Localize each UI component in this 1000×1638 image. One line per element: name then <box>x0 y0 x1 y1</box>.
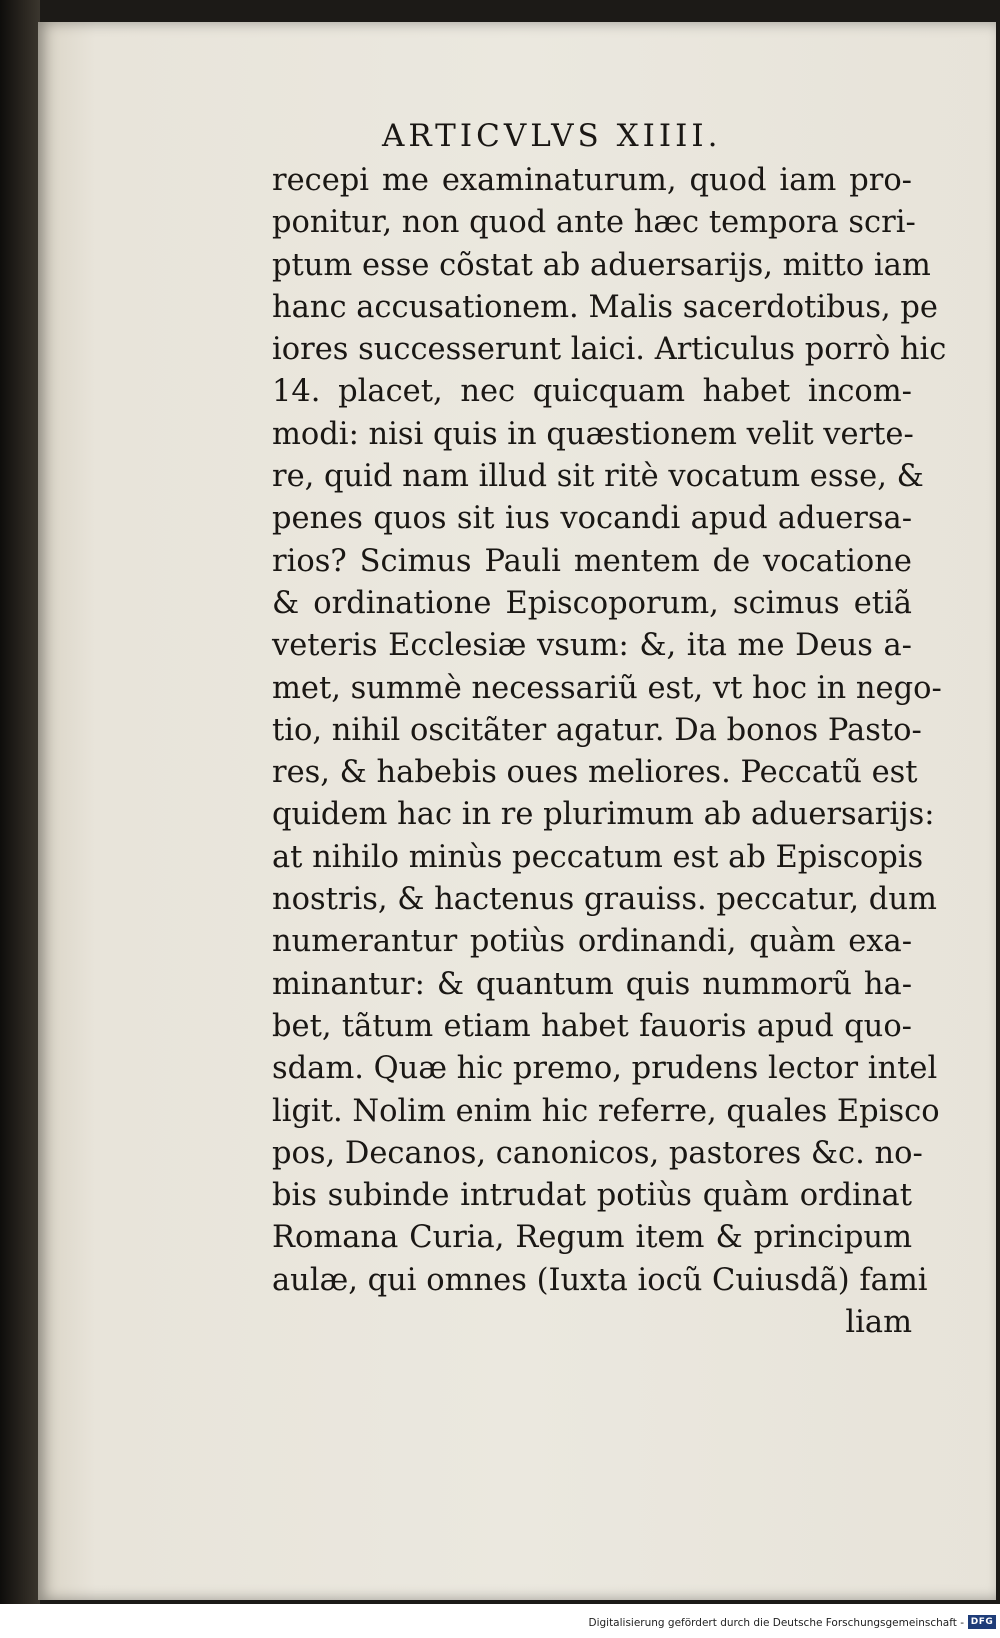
text-line: & ordinatione Episcoporum, scimus etiã <box>272 585 912 621</box>
text-line: modi: nisi quis in quæstionem velit verte- <box>272 416 914 452</box>
dfg-logo-icon: DFG <box>968 1615 996 1629</box>
text-line: nostris, & hactenus grauiss. peccatur, dum <box>272 882 937 918</box>
text-line: hanc accusationem. Malis sacerdotibus, pe <box>272 289 938 325</box>
funding-credit: Digitalisierung gefördert durch die Deutsche Forschungsgemeinschaft - <box>588 1617 964 1629</box>
text-line: 14. placet, nec quicquam habet incom- <box>272 374 912 410</box>
book-spine-shadow <box>0 0 40 1604</box>
text-line: quidem hac in re plurimum ab aduersarijs: <box>272 797 935 833</box>
text-line: numerantur potiùs ordinandi, quàm exa- <box>272 924 912 960</box>
text-line: ponitur, non quod ante hæc tempora scri- <box>272 205 916 241</box>
text-line: rios? Scimus Pauli mentem de vocatione <box>272 543 912 579</box>
text-line: aulæ, qui omnes (Iuxta iocũ Cuiusdã) fami <box>272 1262 928 1298</box>
text-line: bet, tãtum etiam habet fauoris apud quo- <box>272 1008 912 1044</box>
catchword: liam <box>845 1305 912 1341</box>
text-line: re, quid nam illud sit ritè vocatum esse, & <box>272 459 924 495</box>
text-line: res, & habebis oues meliores. Peccatũ est <box>272 755 918 791</box>
text-line: veteris Ecclesiæ vsum: &, ita me Deus a- <box>272 628 912 664</box>
running-header: ARTICVLVS XIIII. <box>382 118 722 154</box>
text-line: Romana Curia, Regum item & principum <box>272 1220 912 1256</box>
text-line: at nihilo minùs peccatum est ab Episcopis <box>272 839 924 875</box>
text-line: tio, nihil oscitãter agatur. Da bonos Pasto- <box>272 712 922 748</box>
text-line: met, summè necessariũ est, vt hoc in nego- <box>272 670 942 706</box>
text-line: recepi me examinaturum, quod iam pro- <box>272 163 912 198</box>
text-line: sdam. Quæ hic premo, prudens lector intel <box>272 1051 938 1087</box>
text-line: ptum esse cõstat ab aduersarijs, mitto iam <box>272 247 931 283</box>
text-line: ligit. Nolim enim hic referre, quales Episco <box>272 1093 940 1129</box>
page-body-text <box>272 160 947 1344</box>
text-line: pos, Decanos, canonicos, pastores &c. no- <box>272 1135 923 1171</box>
text-line: iores successerunt laici. Articulus porrò hic <box>272 332 947 368</box>
text-line: bis subinde intrudat potiùs quàm ordinat <box>272 1178 912 1214</box>
text-line: penes quos sit ius vocandi apud aduersa- <box>272 501 912 537</box>
text-line: minantur: & quantum quis nummorũ ha- <box>272 966 912 1002</box>
